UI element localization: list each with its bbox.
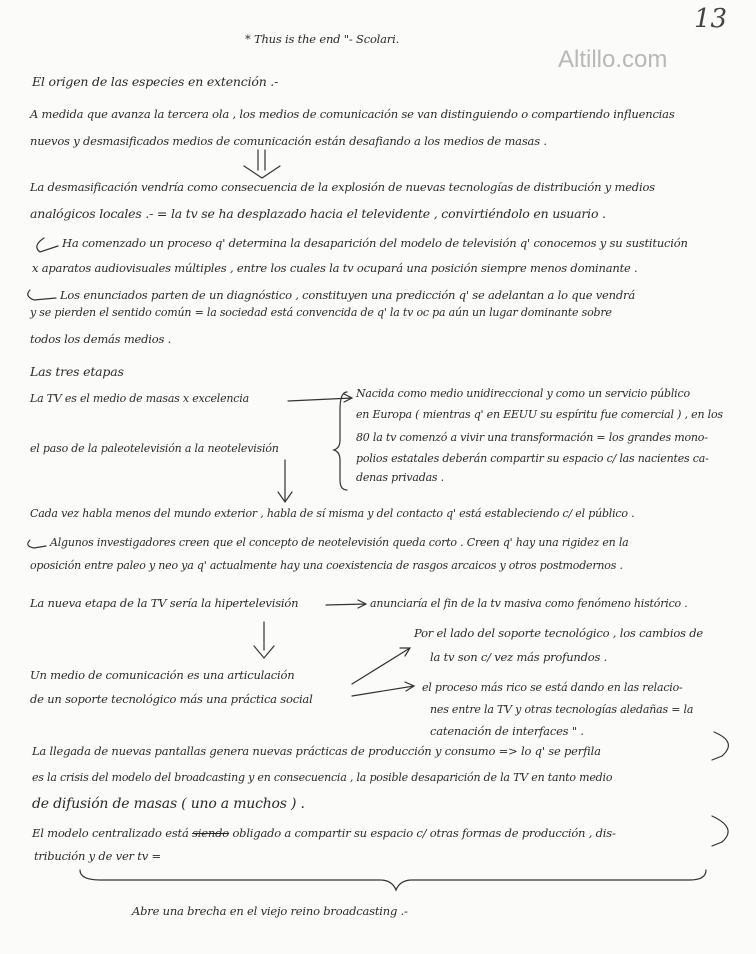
- text-line: en Europa ( mientras q' en EEUU su espíritu fue comercial ) , en los: [356, 408, 723, 421]
- text-line: La desmasificación vendría como consecuencia de la explosión de nuevas tecnologías de distribución y medios: [30, 180, 655, 194]
- text-line: Por el lado del soporte tecnológico , los cambios de: [414, 626, 703, 640]
- curl-arrow-icon: [712, 816, 728, 846]
- text-line: Ha comenzado un proceso q' determina la desaparición del modelo de televisión q' conocemos y su sustitución: [62, 236, 688, 250]
- text-line: nuevos y desmasificados medios de comunicación están desafiando a los medios de masas .: [30, 134, 547, 148]
- text-line: La llegada de nuevas pantallas genera nuevas prácticas de producción y consumo => lo q' se perfila: [32, 744, 601, 758]
- brace-mark: [80, 870, 706, 890]
- watermark-logo: Altillo.com: [558, 46, 668, 73]
- down-arrow-icon: [254, 622, 274, 658]
- text-line: y se pierden el sentido común = la sociedad está convencida de q' la tv oc pa aún un lugar dominante sobre: [30, 306, 612, 319]
- curved-arrow-icon: [37, 238, 58, 252]
- text-line: Cada vez habla menos del mundo exterior , habla de sí misma y del contacto q' está estableciendo c/ el público .: [30, 507, 635, 520]
- text-line: Los enunciados parten de un diagnóstico , constituyen una predicción q' se adelantan a lo que vendrá: [60, 288, 635, 302]
- text-line: anunciaría el fin de la tv masiva como fenómeno histórico .: [370, 597, 688, 610]
- text-line: nes entre la TV y otras tecnologías aledañas = la: [430, 703, 694, 716]
- text-line: x aparatos audiovisuales múltiples , entre los cuales la tv ocupará una posición siempre menos dominante .: [32, 261, 638, 275]
- text-fragment: El modelo centralizado está: [32, 826, 189, 840]
- text-fragment: obligado a compartir su espacio c/ otras formas de producción , dis-: [232, 826, 616, 840]
- right-arrow-icon: [326, 600, 366, 608]
- text-line: de un soporte tecnológico más una práctica social: [30, 692, 313, 706]
- struck-word: siendo: [192, 826, 229, 840]
- page-number: 13: [694, 4, 728, 34]
- down-arrow-icon: [244, 166, 280, 178]
- text-line: Abre una brecha en el viejo reino broadcasting .-: [132, 904, 408, 918]
- fork-arrow-icon: [352, 682, 414, 696]
- text-line: A medida que avanza la tercera ola , los medios de comunicación se van distinguiendo o compartiendo influencias: [30, 107, 675, 121]
- text-line: de difusión de masas ( uno a muchos ) .: [32, 796, 305, 812]
- text-line: La nueva etapa de la TV sería la hipertelevisión: [30, 596, 299, 610]
- brace-mark: [334, 392, 347, 490]
- text-line: el proceso más rico se está dando en las relacio-: [422, 681, 683, 694]
- text-line: polios estatales deberán compartir su espacio c/ las nacientes ca-: [356, 452, 709, 465]
- page-header: * Thus is the end "- Scolari.: [245, 32, 400, 46]
- text-line: la tv son c/ vez más profundos .: [430, 650, 608, 664]
- text-line: es la crisis del modelo del broadcasting y en consecuencia , la posible desaparición de la TV en tanto medio: [32, 771, 613, 784]
- text-line: catenación de interfaces " .: [430, 724, 584, 738]
- text-line: analógicos locales .- = la tv se ha desplazado hacia el televidente , convirtiéndolo en usuario .: [30, 206, 606, 221]
- text-line: Nacida como medio unidireccional y como un servicio público: [356, 387, 690, 400]
- text-line: Algunos investigadores creen que el concepto de neotelevisión queda corto . Creen q' hay una rigidez en la: [50, 536, 629, 549]
- subsection-title: Las tres etapas: [30, 364, 124, 379]
- fork-arrow-icon: [352, 648, 410, 684]
- curl-arrow-icon: [712, 732, 728, 760]
- curved-arrow-icon: [28, 290, 56, 300]
- text-line: 80 la tv comenzó a vivir una transformación = los grandes mono-: [356, 431, 708, 444]
- text-line: denas privadas .: [356, 471, 444, 484]
- text-line: el paso de la paleotelevisión a la neotelevisión: [30, 442, 279, 455]
- text-line: oposición entre paleo y neo ya q' actualmente hay una coexistencia de rasgos arcaicos y otros postmodernos .: [30, 559, 623, 572]
- double-line-mark: [258, 150, 265, 170]
- text-line: tribución y de ver tv =: [34, 849, 161, 863]
- text-line: La TV es el medio de masas x excelencia: [30, 392, 249, 405]
- text-line: Un medio de comunicación es una articulación: [30, 668, 295, 682]
- down-arrow-icon: [278, 460, 292, 502]
- section-title: El origen de las especies en extención .-: [32, 74, 279, 89]
- text-line: todos los demás medios .: [30, 332, 172, 346]
- curved-arrow-icon: [28, 540, 46, 548]
